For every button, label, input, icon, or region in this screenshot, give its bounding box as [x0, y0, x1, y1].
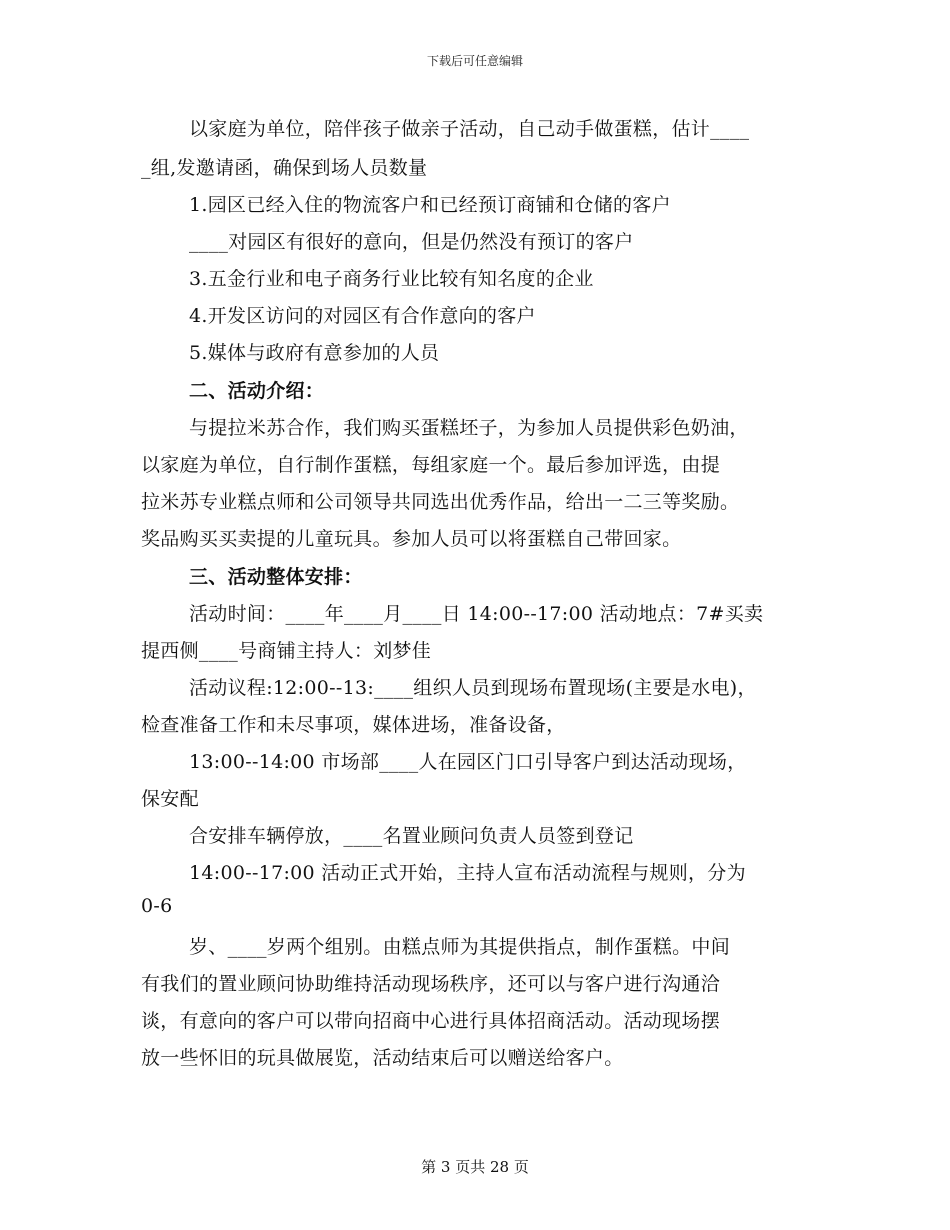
body-line: 13:00--14:00 市场部____人在园区门口引导客户到达活动现场，	[189, 751, 747, 773]
body-line: 14:00--17:00 活动正式开始，主持人宣布活动流程与规则，分为	[189, 862, 746, 884]
body-line: 拉米苏专业糕点师和公司领导共同选出优秀作品，给出一二三等奖励。	[141, 491, 740, 513]
body-line: 有我们的置业顾问协助维持活动现场秩序，还可以与客户进行沟通洽	[141, 973, 721, 995]
body-line: 0-6	[141, 895, 173, 917]
list-item: 1.园区已经入住的物流客户和已经预订商铺和仓储的客户	[189, 194, 671, 216]
list-item: ____对园区有很好的意向，但是仍然没有预订的客户	[189, 231, 634, 253]
body-line: 奖品购买买卖提的儿童玩具。参加人员可以将蛋糕自己带回家。	[141, 528, 682, 550]
body-line: 放一些怀旧的玩具做展览，活动结束后可以赠送给客户。	[141, 1047, 624, 1069]
body-line: 谈，有意向的客户可以带向招商中心进行具体招商活动。活动现场摆	[141, 1010, 721, 1032]
body-line: 活动时间：____年____月____日 14:00--17:00 活动地点：7#买卖	[189, 603, 764, 625]
body-line: 以家庭为单位，陪伴孩子做亲子活动，自己动手做蛋糕，估计____	[189, 118, 750, 140]
section-heading-schedule: 三、活动整体安排：	[189, 566, 363, 588]
body-line: 以家庭为单位，自行制作蛋糕，每组家庭一个。最后参加评选，由提	[141, 454, 721, 476]
body-line: 活动议程:12:00--13:____组织人员到现场布置现场(主要是水电)，	[189, 677, 757, 699]
list-item: 5.媒体与政府有意参加的人员	[189, 342, 440, 364]
body-line: 岁、____岁两个组别。由糕点师为其提供指点，制作蛋糕。中间	[189, 936, 731, 958]
page-header: 下载后可任意编辑	[426, 54, 523, 68]
body-line: 提西侧____号商铺主持人：刘梦佳	[141, 640, 432, 662]
section-heading-intro: 二、活动介绍：	[189, 380, 325, 402]
body-line: _组,发邀请函，确保到场人员数量	[141, 157, 428, 179]
page-number: 第 3 页共 28 页	[421, 1158, 529, 1176]
body-line: 检查准备工作和未尽事项，媒体进场，准备设备，	[141, 714, 566, 736]
list-item: 4.开发区访问的对园区有合作意向的客户	[189, 305, 536, 327]
list-item: 3.五金行业和电子商务行业比较有知名度的企业	[189, 268, 594, 290]
body-line: 与提拉米苏合作，我们购买蛋糕坯子，为参加人员提供彩色奶油，	[189, 417, 749, 439]
body-line: 保安配	[141, 788, 199, 810]
body-line: 合安排车辆停放，____名置业顾问负责人员签到登记	[189, 825, 634, 847]
